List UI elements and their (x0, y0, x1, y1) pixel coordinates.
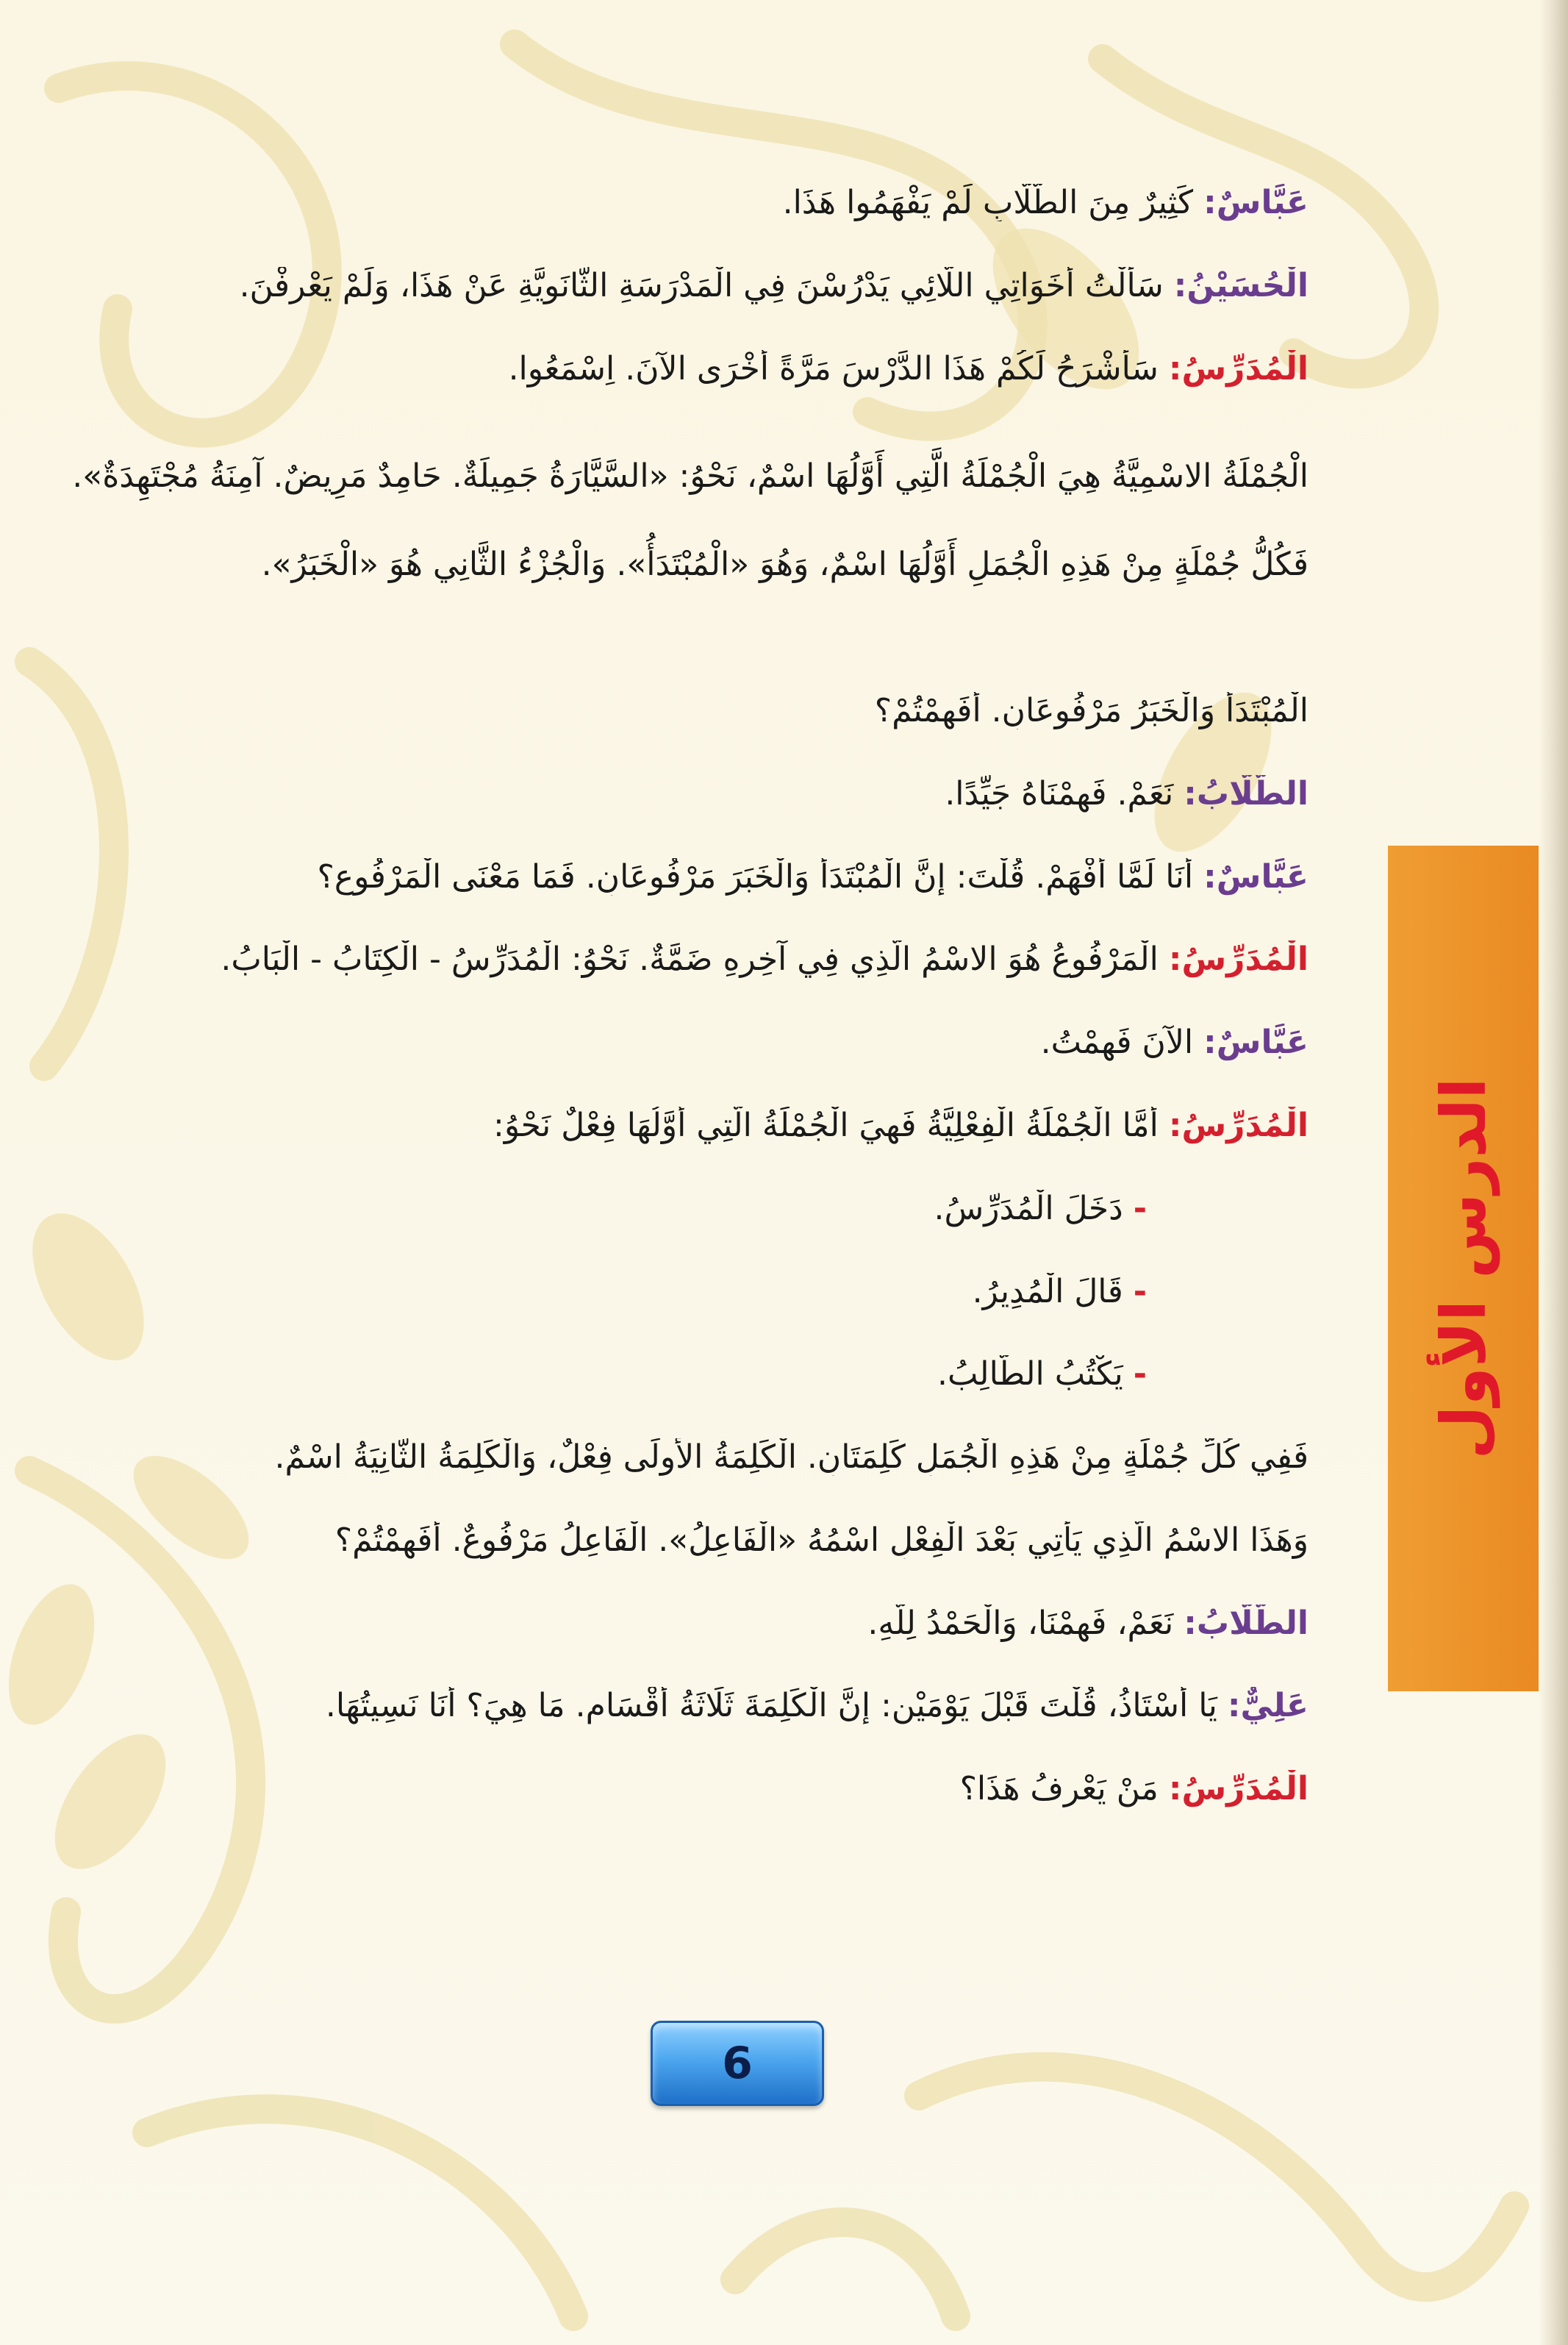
explanation-line (44, 692, 1309, 729)
speaker-name: عَلِيٌّ (1240, 1687, 1309, 1724)
explanation-line (44, 432, 1309, 609)
dialogue-line (44, 1024, 1309, 1061)
speaker-colon: : (1227, 1687, 1241, 1724)
line-text: سَأَشْرَحُ لَكُمْ هَذَا الدَّرْسَ مَرَّةً أُخْرَى الآنَ. اِسْمَعُوا. (508, 350, 1169, 388)
speaker-name: عَبَّاسٌ (1216, 184, 1309, 221)
speaker-colon: : (1184, 775, 1197, 813)
page-edge-shadow (1539, 0, 1568, 2345)
bullet-example-line (44, 1190, 1147, 1227)
speaker-colon: : (1173, 267, 1187, 304)
line-text: أَمَّا الْجُمْلَةُ الْفِعْلِيَّةُ فَهِيَ الْجُمْلَةُ الَّتِي أَوَّلُهَا فِعْلٌ نَحْوُ: (493, 1107, 1169, 1144)
line-text: أَنَا لَمَّا أَفْهَمْ. قُلْتَ: إِنَّ الْمُبْتَدَأَ وَالْخَبَرَ مَرْفُوعَانِ. فَمَا مَعْنَى الْمَرْفُوعِ؟ (317, 858, 1204, 896)
line-text: فَفِي كُلِّ جُمْلَةٍ مِنْ هَذِهِ الْجُمَلِ كَلِمَتَانِ. الْكَلِمَةُ الأُولَى فِعْلٌ، وَالْكَلِمَةُ الثَّانِيَةُ اسْمٌ. (274, 1438, 1309, 1476)
line-text: وَهَذَا الاسْمُ الَّذِي يَأْتِي بَعْدَ الْفِعْلِ اسْمُهُ «الْفَاعِلُ». الْفَاعِلُ مَرْفُوعٌ. أَفَهِمْتُمْ؟ (334, 1521, 1309, 1559)
line-text: الْمَرْفُوعُ هُوَ الاسْمُ الَّذِي فِي آخِرِهِ ضَمَّةٌ. نَحْوُ: الْمُدَرِّسُ - الْكِتَابُ - الْبَابُ. (221, 941, 1169, 978)
line-text: الآنَ فَهِمْتُ. (1040, 1024, 1204, 1061)
speaker-colon: : (1168, 1107, 1182, 1144)
speaker-colon: : (1203, 858, 1217, 896)
line-text: الْمُبْتَدَأُ وَالْخَبَرُ مَرْفُوعَانِ. أَفَهِمْتُمْ؟ (874, 692, 1309, 729)
dialogue-line (44, 775, 1309, 813)
speaker-name: الطُّلَّابُ (1196, 1605, 1309, 1642)
dialogue-line (44, 858, 1309, 896)
bullet-dash: - (1133, 1273, 1147, 1310)
bullet-dash: - (1133, 1190, 1147, 1227)
line-text: سَأَلْتُ أَخَوَاتِي اللَّائِي يَدْرُسْنَ فِي الْمَدْرَسَةِ الثَّانَوِيَّةِ عَنْ هَذَا، وَلَمْ يَعْرِفْنَ. (239, 267, 1174, 304)
dialogue-line (44, 267, 1309, 304)
line-text: يَا أُسْتَاذُ، قُلْتَ قَبْلَ يَوْمَيْنِ: إِنَّ الْكَلِمَةَ ثَلَاثَةُ أَقْسَامٍ. مَا هِيَ؟ أَنَا نَسِيتُهَا. (325, 1687, 1228, 1724)
line-text: دَخَلَ الْمُدَرِّسُ. (934, 1190, 1123, 1227)
bullet-example-line (44, 1355, 1147, 1393)
speaker-colon: : (1203, 1024, 1217, 1061)
dialogue-line (44, 184, 1309, 221)
speaker-name: عَبَّاسٌ (1216, 1024, 1309, 1061)
dialogue-line (44, 1687, 1309, 1724)
speaker-name: الْمُدَرِّسُ (1181, 1107, 1309, 1144)
line-text: قَالَ الْمُدِيرُ. (972, 1273, 1123, 1310)
explanation-line (44, 1521, 1309, 1559)
speaker-colon: : (1184, 1605, 1197, 1642)
dialogue-line (44, 1770, 1309, 1807)
line-text: يَكْتُبُ الطَّالِبُ. (937, 1355, 1123, 1393)
line-text: كَثِيرٌ مِنَ الطُّلَّابِ لَمْ يَفْهَمُوا هَذَا. (782, 184, 1204, 221)
page-number-badge: 6 (651, 2021, 824, 2106)
explanation-line (44, 1438, 1309, 1476)
lesson-title: الدرس الأول (1427, 1077, 1500, 1460)
speaker-name: الْمُدَرِّسُ (1181, 350, 1309, 388)
bullet-dash: - (1133, 1355, 1147, 1393)
line-text: نَعَمْ. فَهِمْنَاهُ جَيِّدًا. (945, 775, 1184, 813)
bullet-example-line (44, 1273, 1147, 1310)
line-text: الْجُمْلَةُ الاسْمِيَّةُ هِيَ الْجُمْلَةُ الَّتِي أَوَّلُهَا اسْمٌ، نَحْوُ: «السَّيَّارَةُ جَمِيلَةٌ. حَامِدٌ مَرِيضٌ. آمِنَةُ مُجْتَهِدَةٌ». فَكُلُّ جُمْلَةٍ مِنْ هَذِهِ الْجُمَلِ أَوَّلُهَا اسْمٌ، وَهُوَ «الْمُبْتَدَأُ». وَالْجُزْءُ الثَّانِي هُوَ «الْخَبَرُ». (72, 457, 1309, 583)
speaker-name: الْحُسَيْنُ (1186, 267, 1309, 304)
dialogue-line (44, 1107, 1309, 1144)
line-text: نَعَمْ، فَهِمْنَا، وَالْحَمْدُ لِلَّهِ. (867, 1605, 1184, 1642)
speaker-colon: : (1168, 941, 1182, 978)
line-text: مَنْ يَعْرِفُ هَذَا؟ (959, 1770, 1169, 1807)
speaker-colon: : (1168, 1770, 1182, 1807)
dialogue-line (44, 350, 1309, 388)
speaker-name: الطُّلَّابُ (1196, 775, 1309, 813)
speaker-name: الْمُدَرِّسُ (1181, 1770, 1309, 1807)
speaker-name: الْمُدَرِّسُ (1181, 941, 1309, 978)
lesson-sidebar-tab (1388, 846, 1539, 1691)
speaker-name: عَبَّاسٌ (1216, 858, 1309, 896)
dialogue-line (44, 941, 1309, 978)
speaker-colon: : (1168, 350, 1182, 388)
speaker-colon: : (1203, 184, 1217, 221)
dialogue-line (44, 1605, 1309, 1642)
